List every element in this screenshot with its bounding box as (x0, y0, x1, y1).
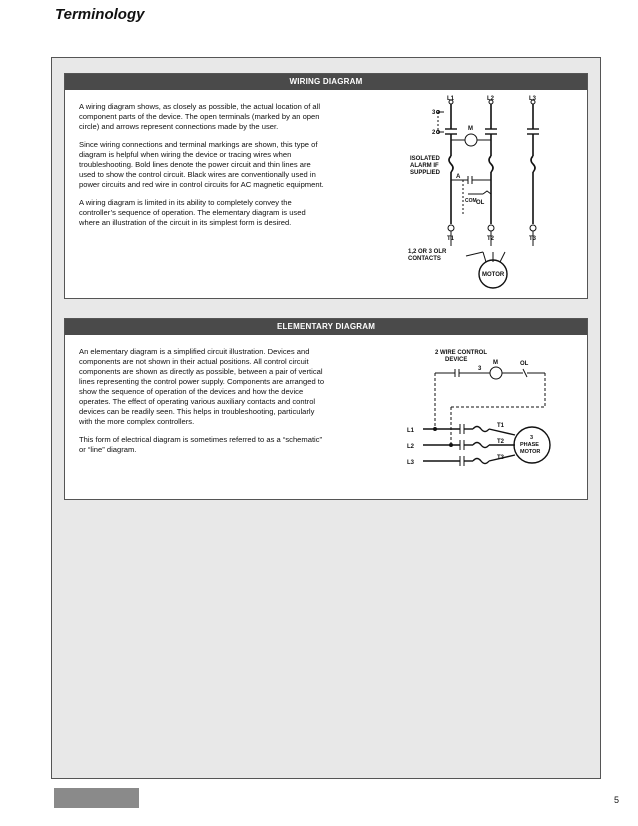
elementary-label-ol: OL (520, 361, 529, 367)
wiring-label-motor: MOTOR (482, 272, 505, 278)
elementary-label-control-2: DEVICE (445, 357, 468, 363)
elementary-label-l1: L1 (407, 428, 415, 434)
page-title: Terminology (55, 6, 145, 23)
elementary-label-phase-1: 3 (530, 435, 534, 441)
wiring-label-t2: T2 (487, 236, 495, 242)
wiring-diagram-section (64, 73, 588, 299)
wiring-label-isolated: ISOLATED (410, 156, 440, 162)
wiring-label-t3: T3 (529, 236, 537, 242)
elementary-label-l3: L3 (407, 460, 415, 466)
wiring-label-2: 2 (432, 130, 436, 136)
wiring-label-contacts: CONTACTS (408, 256, 441, 262)
wiring-diagram-illustration (408, 94, 558, 294)
wiring-label-l2: L2 (487, 96, 495, 102)
elementary-paragraph-1: An elementary diagram is a simplified circuit illustration. Devices and components are not shown in their actual positions. All control circuit components are shown as directly as possible, between a pair of vertical lines representing the control power supply. Components are arranged to show the sequence of operation of the devices and how the device operates. The effect of operating various auxiliary contacts and control devices can be readily seen. This helps in troubleshooting, particularly with the more complex controllers. (79, 347, 325, 426)
wiring-label-alarm: ALARM IF (410, 163, 439, 169)
elementary-label-t3: T3 (497, 455, 505, 461)
wiring-label-supplied: SUPPLIED (410, 170, 441, 176)
elementary-diagram-header: ELEMENTARY DIAGRAM (65, 319, 587, 335)
wiring-label-com: COM (465, 198, 477, 204)
wiring-label-t1: T1 (447, 236, 455, 242)
wiring-label-ol: OL (476, 200, 485, 206)
elementary-label-m: M (493, 360, 498, 366)
elementary-label-control-1: 2 WIRE CONTROL (435, 350, 487, 356)
wiring-paragraph-3: A wiring diagram is limited in its ability to completely convey the controller’s sequence of operation. The elementary diagram is used where an illustration of the circuit in its simplest form is desired. (79, 198, 306, 227)
wiring-label-l1: L1 (447, 96, 455, 102)
wiring-label-olr: 1,2 OR 3 OLR (408, 249, 447, 255)
wiring-label-3: 3 (432, 110, 436, 116)
elementary-label-3: 3 (478, 366, 482, 372)
elementary-diagram-section (64, 318, 588, 500)
wiring-paragraph-1: A wiring diagram shows, as closely as possible, the actual location of all component parts of the device. The open terminals (marked by an open circle) and arrows represent connections made by the user. (79, 102, 321, 131)
elementary-diagram-illustration (405, 347, 565, 477)
page-number: 5 (614, 795, 620, 805)
wiring-label-m: M (468, 126, 473, 132)
elementary-label-phase-2: PHASE (520, 442, 539, 448)
footer-bar (54, 788, 139, 808)
wiring-label-l3: L3 (529, 96, 537, 102)
wiring-diagram-text (79, 102, 325, 236)
content-frame (51, 57, 601, 779)
elementary-label-phase-3: MOTOR (520, 449, 541, 455)
wiring-label-a: A (456, 174, 461, 180)
elementary-paragraph-2: This form of electrical diagram is sometimes referred to as a “schematic” or “line” diagram. (79, 435, 323, 454)
wiring-paragraph-2: Since wiring connections and terminal markings are shown, this type of diagram is helpful when wiring the device or tracing wires when troubleshooting. Bold lines denote the power circuit and thin lines are used to show the control circuit. Black wires are conventionally used in power circuits and red wire in control circuits for AC magnetic equipment. (79, 140, 324, 189)
elementary-diagram-text (79, 347, 325, 463)
elementary-label-t1: T1 (497, 423, 505, 429)
wiring-diagram-header: WIRING DIAGRAM (65, 74, 587, 90)
elementary-label-l2: L2 (407, 444, 415, 450)
elementary-label-t2: T2 (497, 439, 505, 445)
